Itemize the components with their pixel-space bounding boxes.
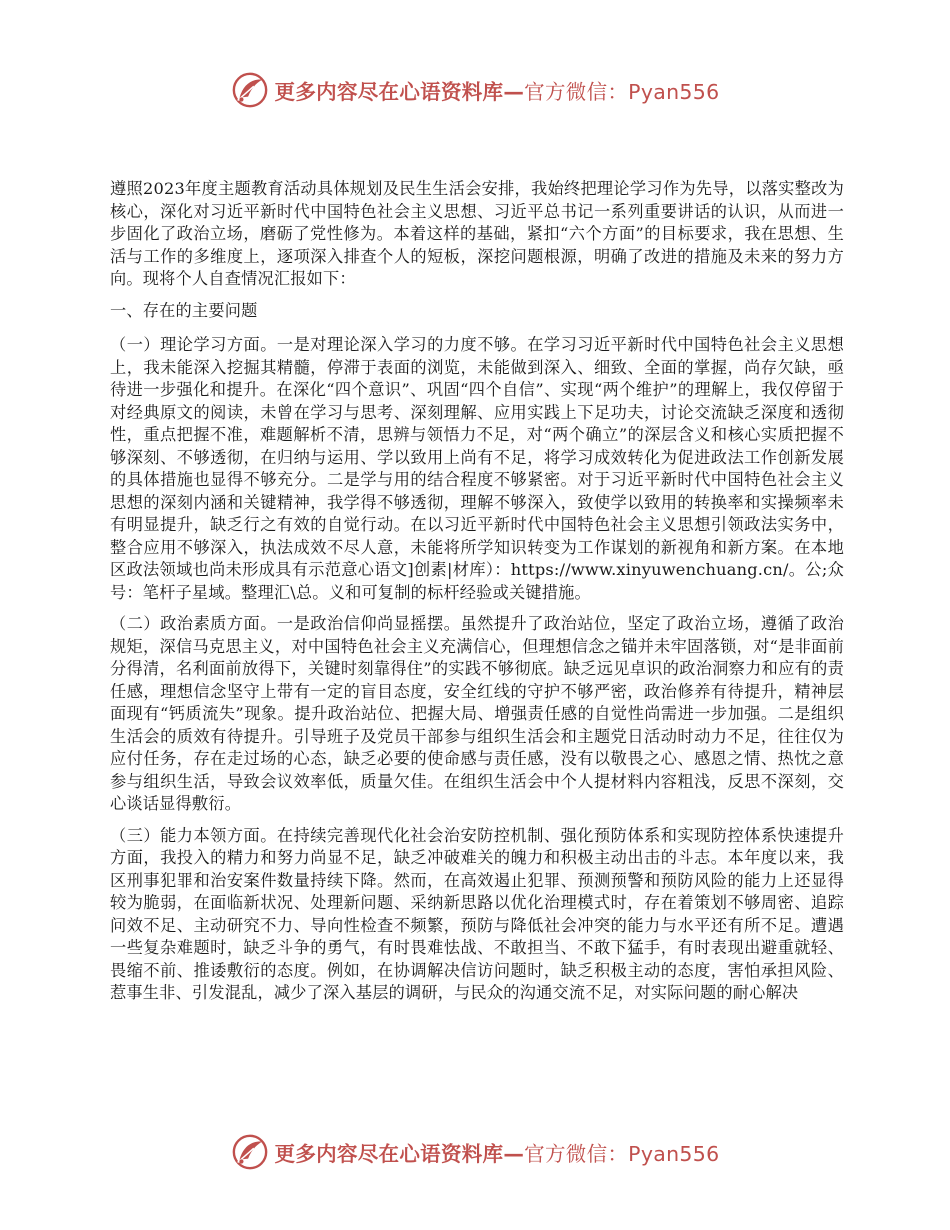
banner-wechat: 官方微信：Pyan556 [524,1142,720,1166]
banner-title: 更多内容尽在心语资料库 [274,1142,504,1166]
brand-logo-icon [231,71,269,109]
intro-paragraph: 遵照2023年度主题教育活动具体规划及民生生活会安排，我始终把理论学习作为先导，以落实整改为核心，深化对习近平新时代中国特色社会主义思想、习近平总书记一系列重要讲话的认识，从而进一步固化了政治立场，磨砺了党性修为。本着这样的基础，紧扣“六个方面”的目标要求，我在思想、生活与工作的多维度上，逐项深入排查个人的短板，深挖问题根源，明确了改进的措施及未来的努力方向。现将个人自查情况汇报如下： [110,179,844,288]
header-banner [0,68,950,112]
banner-dash: — [503,1142,525,1166]
banner-title: 更多内容尽在心语资料库 [274,80,504,104]
footer-banner [0,1130,950,1174]
document-body [110,178,844,1014]
section-heading: 一、存在的主要问题 [110,300,258,320]
banner-text [275,75,720,105]
theory-study-paragraph: （一）理论学习方面。一是对理论深入学习的力度不够。在学习习近平新时代中国特色社会主义思想上，我未能深入挖掘其精髓，停滞于表面的浏览，未能做到深入、细致、全面的掌握，尚存欠缺，亟待进一步强化和提升。在深化“四个意识”、巩固“四个自信”、实现“两个维护”的理解上，我仅停留于对经典原文的阅读，未曾在学习与思考、深刻理解、应用实践上下足功夫，讨论交流缺乏深度和透彻性，重点把握不准，难题解析不清，思辨与领悟力不足，对“两个确立”的深层含义和核心实质把握不够深刻、不够透彻，在归纳与运用、学以致用上尚有不足，将学习成效转化为促进政法工作创新发展的具体措施也显得不够充分。二是学与用的结合程度不够紧密。对于习近平新时代中国特色社会主义思想的深刻内涵和关键精神，我学得不够透彻，理解不够深入，致使学以致用的转换率和实操频率未有明显提升，缺乏行之有效的自觉行动。在以习近平新时代中国特色社会主义思想引领政法实务中，整合应用不够深入，执法成效不尽人意，未能将所学知识转变为工作谋划的新视角和新方案。在本地区政法领域也尚未形成具有示范意心语文]创素|材库）：https://www.xinyuwenchuang.cn/。公;众号：笔杆子星域。整理汇\总。义和可复制的标杆经验或关键措施。 [110,335,844,602]
political-quality-paragraph: （二）政治素质方面。一是政治信仰尚显摇摆。虽然提升了政治站位，坚定了政治立场，遵循了政治规矩，深信马克思主义，对中国特色社会主义充满信心，但理想信念之锚并未牢固落锁，对“是非面前分得清，名利面前放得下，关键时刻靠得住”的实践不够彻底。缺乏远见卓识的政治洞察力和应有的责任感，理想信念坚守上带有一定的盲目态度，安全红线的守护不够严密，政治修养有待提升，精神层面现有“钙质流失”现象。提升政治站位、把握大局、增强责任感的自觉性尚需进一步加强。二是组织生活会的质效有待提升。引导班子及党员干部参与组织生活会和主题党日活动时动力不足，往往仅为应付任务，存在走过场的心态，缺乏必要的使命感与责任感，没有以敬畏之心、感恩之情、热忱之意参与组织生活，导致会议效率低，质量欠佳。在组织生活会中个人提材料内容粗浅，反思不深刻，交心谈话显得敷衍。 [110,614,844,813]
banner-wechat: 官方微信：Pyan556 [524,80,720,104]
banner-dash: — [503,80,525,104]
brand-logo-icon [231,1133,269,1171]
ability-paragraph: （三）能力本领方面。在持续完善现代化社会治安防控机制、强化预防体系和实现防控体系快速提升方面，我投入的精力和努力尚显不足，缺乏冲破难关的魄力和积极主动出击的斗志。本年度以来，我区刑事犯罪和治安案件数量持续下降。然而，在高效遏止犯罪、预测预警和预防风险的能力上还显得较为脆弱，在面临新状况、处理新问题、采纳新思路以优化治理模式时，存在着策划不够周密、追踪问效不足、主动研究不力、导向性检查不频繁，预防与降低社会冲突的能力与水平还有所不足。遭遇一些复杂难题时，缺乏斗争的勇气，有时畏难怯战、不敢担当、不敢下猛手，有时表现出避重就轻、畏缩不前、推诿敷衍的态度。例如，在协调解决信访问题时，缺乏积极主动的态度，害怕承担风险、惹事生非、引发混乱，减少了深入基层的调研，与民众的沟通交流不足，对实际问题的耐心解决 [110,825,844,1002]
banner-text [275,1137,720,1167]
